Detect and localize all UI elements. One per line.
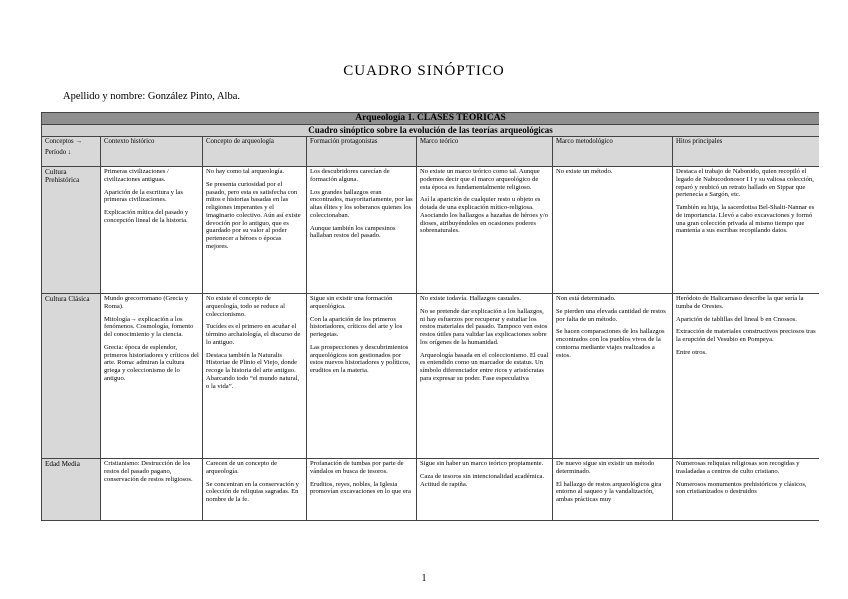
cell-paragraph: Destaca también la Naturalis Historiae de Plinio el Viejo, donde recoge la historia del arte antiguo. Abarcando todo “el mundo natural, o la vida”.	[206, 351, 300, 390]
cell-paragraph: Se concentran en la conservación y colección de reliquias sagradas. En nombre de la fe.	[206, 480, 299, 504]
cell-paragraph: Así la aparición de cualquier resto u objeto es dotada de una explicación mítico-religiosa. Asociando los hallazgos a hazañas de héroes y/o dioses, atribuyéndoles en ocasiones poderes sobrenaturales.	[420, 196, 548, 235]
column-header: Marco metodológico	[553, 137, 673, 167]
table-cell	[553, 294, 673, 459]
synoptic-table-container	[41, 112, 819, 526]
corner-period-label: Período ↓	[45, 149, 72, 157]
cell-paragraph: Las prospecciones y descubrimientos arqueológicos son gestionados por estos nuevos historiadores y políticos, eruditos en la materia.	[310, 343, 411, 375]
cell-paragraph: Cristianismo: Destrucción de los restos del pasado pagano, conservación de restos religiosos.	[104, 460, 193, 483]
corner-concepts-label: Conceptos →	[45, 138, 83, 145]
cell-paragraph: Se hacen comparaciones de los hallazgos encontrados con los pueblos vivos de la contorna mediante viajes realizados a estos.	[556, 328, 665, 359]
table-cell	[101, 167, 203, 294]
cell-paragraph: Con la aparición de los primeros historiadores, críticos del arte y los periegetas.	[310, 315, 403, 339]
table-cell	[417, 167, 553, 294]
cell-paragraph: Arqueología basada en el coleccionismo. El cual es entendido como un marcador de estatus. Un símbolo diferenciador entre ricos y aristócratas para expresar su poder. Fase especulativa	[420, 351, 549, 382]
period-row	[42, 294, 820, 459]
column-header: Concepto de arqueología	[203, 137, 307, 167]
cell-paragraph: No existe un método.	[556, 168, 613, 175]
column-header: Formación protagonistas	[307, 137, 417, 167]
cell-paragraph: Numerosas reliquias religiosas son recogidas y trasladadas a centros de culto cristiano.	[676, 460, 800, 475]
cell-paragraph: No existe un marco teórico como tal. Aunque podemos decir que el marco arqueológico de esta época es fundamentalmente religioso.	[420, 168, 540, 191]
cell-paragraph: Extracción de materiales constructivos preciosos tras la erupción del Vesubio en Pompeya.	[676, 328, 816, 344]
author-line: Apellido y nombre: González Pinto, Alba.	[63, 91, 241, 102]
table-cell	[203, 459, 307, 521]
cell-paragraph: Se presenta curiosidad por el pasado, pero esta es satisfecha con mitos e historias basadas en las religiones imperantes y el imaginario colectivo. Aún así existe devoción por lo antiguo, que es guardado por su valor al poder pertenecer a héroes o épocas mejores.	[206, 180, 301, 250]
column-header: Marco teórico	[417, 137, 553, 167]
cell-paragraph: Eruditos, reyes, nobles, la Iglesia promovían excavaciones en lo que era	[310, 480, 411, 496]
page-number: 1	[421, 573, 427, 584]
table-cell	[203, 167, 307, 294]
period-label: Cultura Prehistórica	[42, 167, 101, 294]
table-cell	[307, 459, 417, 521]
cell-paragraph: Tucídes es el primero en acuñar el término archaiología, el discurso de lo antiguo.	[206, 323, 301, 346]
cell-paragraph: Grecia: época de esplendor, primeros historiadores y críticos del arte. Roma: admiran la cultura griega y coleccionismo de lo antiguo.	[104, 343, 199, 382]
period-label: Cultura Clásica	[42, 294, 101, 459]
period-label: Edad Media	[42, 459, 101, 521]
table-cell	[417, 294, 553, 459]
cell-paragraph: No existe todavía. Hallazgos casuales.	[420, 295, 522, 302]
table-cell	[307, 294, 417, 459]
cell-paragraph: Sigue sin haber un marco teórico propiamente.	[420, 460, 544, 467]
table-cell	[203, 294, 307, 459]
column-header-row	[42, 137, 820, 167]
period-row	[42, 167, 820, 294]
cell-paragraph: Aparición de tablillas del lineal b en Cnossos.	[676, 315, 797, 323]
table-sub-header: Cuadro sinóptico sobre la evolución de las teorías arqueológicas	[42, 125, 820, 137]
cell-paragraph: Heródoto de Halicarnaso describe la que sería la tumba de Orestes.	[676, 295, 804, 310]
cell-paragraph: De nuevo sigue sin existir un método determinado.	[556, 460, 655, 475]
cell-paragraph: Mundo grecorromano (Grecia y Roma).	[104, 295, 189, 310]
synoptic-table	[41, 112, 819, 521]
table-cell	[307, 167, 417, 294]
cell-paragraph: Se pierden una elevada cantidad de restos por falta de un método.	[556, 307, 666, 323]
cell-paragraph: Primeras civilizaciones / civilizaciones antiguas.	[104, 168, 169, 183]
cell-paragraph: Numerosos monumentos prehistóricos y clásicos, son cristianizados o destruidos	[676, 480, 807, 496]
cell-paragraph: También su hija, la sacerdotisa Bel-Shalti-Nannar es de importancia. Llevó a cabo excavaciones y formó una gran colección privada al mismo tiempo que mantenía a sus escribas recopilando datos.	[676, 204, 815, 235]
cell-paragraph: No hay como tal arqueología.	[206, 168, 285, 175]
cell-paragraph: Aparición de la escritura y las primeras civilizaciones.	[104, 188, 183, 204]
table-main-header: Arqueología 1. CLASES TEÓRICAS	[42, 113, 820, 125]
table-cell	[417, 459, 553, 521]
table-cell	[101, 459, 203, 521]
cell-paragraph: No se pretende dar explicación a los hallazgos, ni hay esfuerzos por recuperar y estudiar los restos materiales del pasado. Tampoco ven estos restos útiles para validar las explicaciones sobre los orígenes de la humanidad.	[420, 307, 548, 346]
cell-paragraph: Los grandes hallazgos eran encontrados, mayoritariamente, por las altas élites y los soberanos quienes los coleccionaban.	[310, 188, 413, 219]
cell-paragraph: Profanación de tumbas por parte de vándalos en busca de tesoros.	[310, 460, 404, 475]
cell-paragraph: El hallazgo de restos arqueológicos gira entorno al saqueo y la vandalización, ambas prácticas muy	[556, 480, 662, 504]
document-title: CUADRO SINÓPTICO	[343, 63, 505, 79]
cell-paragraph: Los descubridores carecían de formación alguna.	[310, 168, 390, 183]
table-cell	[673, 167, 820, 294]
cell-paragraph: Caza de tesoros sin intencionalidad académica. Actitud de rapiña.	[420, 472, 545, 488]
corner-header	[42, 137, 101, 167]
column-header: Contexto histórico	[101, 137, 203, 167]
table-cell	[101, 294, 203, 459]
period-row	[42, 459, 820, 521]
cell-paragraph: Aunque también los campesinos hallaban restos del pasado.	[310, 224, 396, 240]
cell-paragraph: Explicación mítica del pasado y concepción lineal de la historia.	[104, 209, 189, 224]
table-cell	[553, 167, 673, 294]
cell-paragraph: No existe el concepto de arqueología, todo se reduce al coleccionismo.	[206, 295, 285, 318]
table-cell	[553, 459, 673, 521]
table-cell	[673, 294, 820, 459]
cell-paragraph: Destaca el trabajo de Nabonido, quien recopiló el legado de Nabucodonosor I I y su valiosa colección, reparó y reubicó un retrato hallado en Sippar que pertenecía a Sargón, etc.	[676, 168, 814, 199]
cell-paragraph: Mitología→ explicación a los fenómenos. Cosmología, fomento del conocimiento y la ciencia.	[104, 315, 194, 339]
table-cell	[673, 459, 820, 521]
cell-paragraph: Entre otros.	[676, 348, 707, 356]
cell-paragraph: Sigue sin existir una formación arqueológica.	[310, 295, 393, 310]
cell-paragraph: Carecen de un concepto de arqueología.	[206, 460, 278, 475]
column-header: Hitos principales	[673, 137, 820, 167]
cell-paragraph: Non está determinado.	[556, 295, 616, 302]
